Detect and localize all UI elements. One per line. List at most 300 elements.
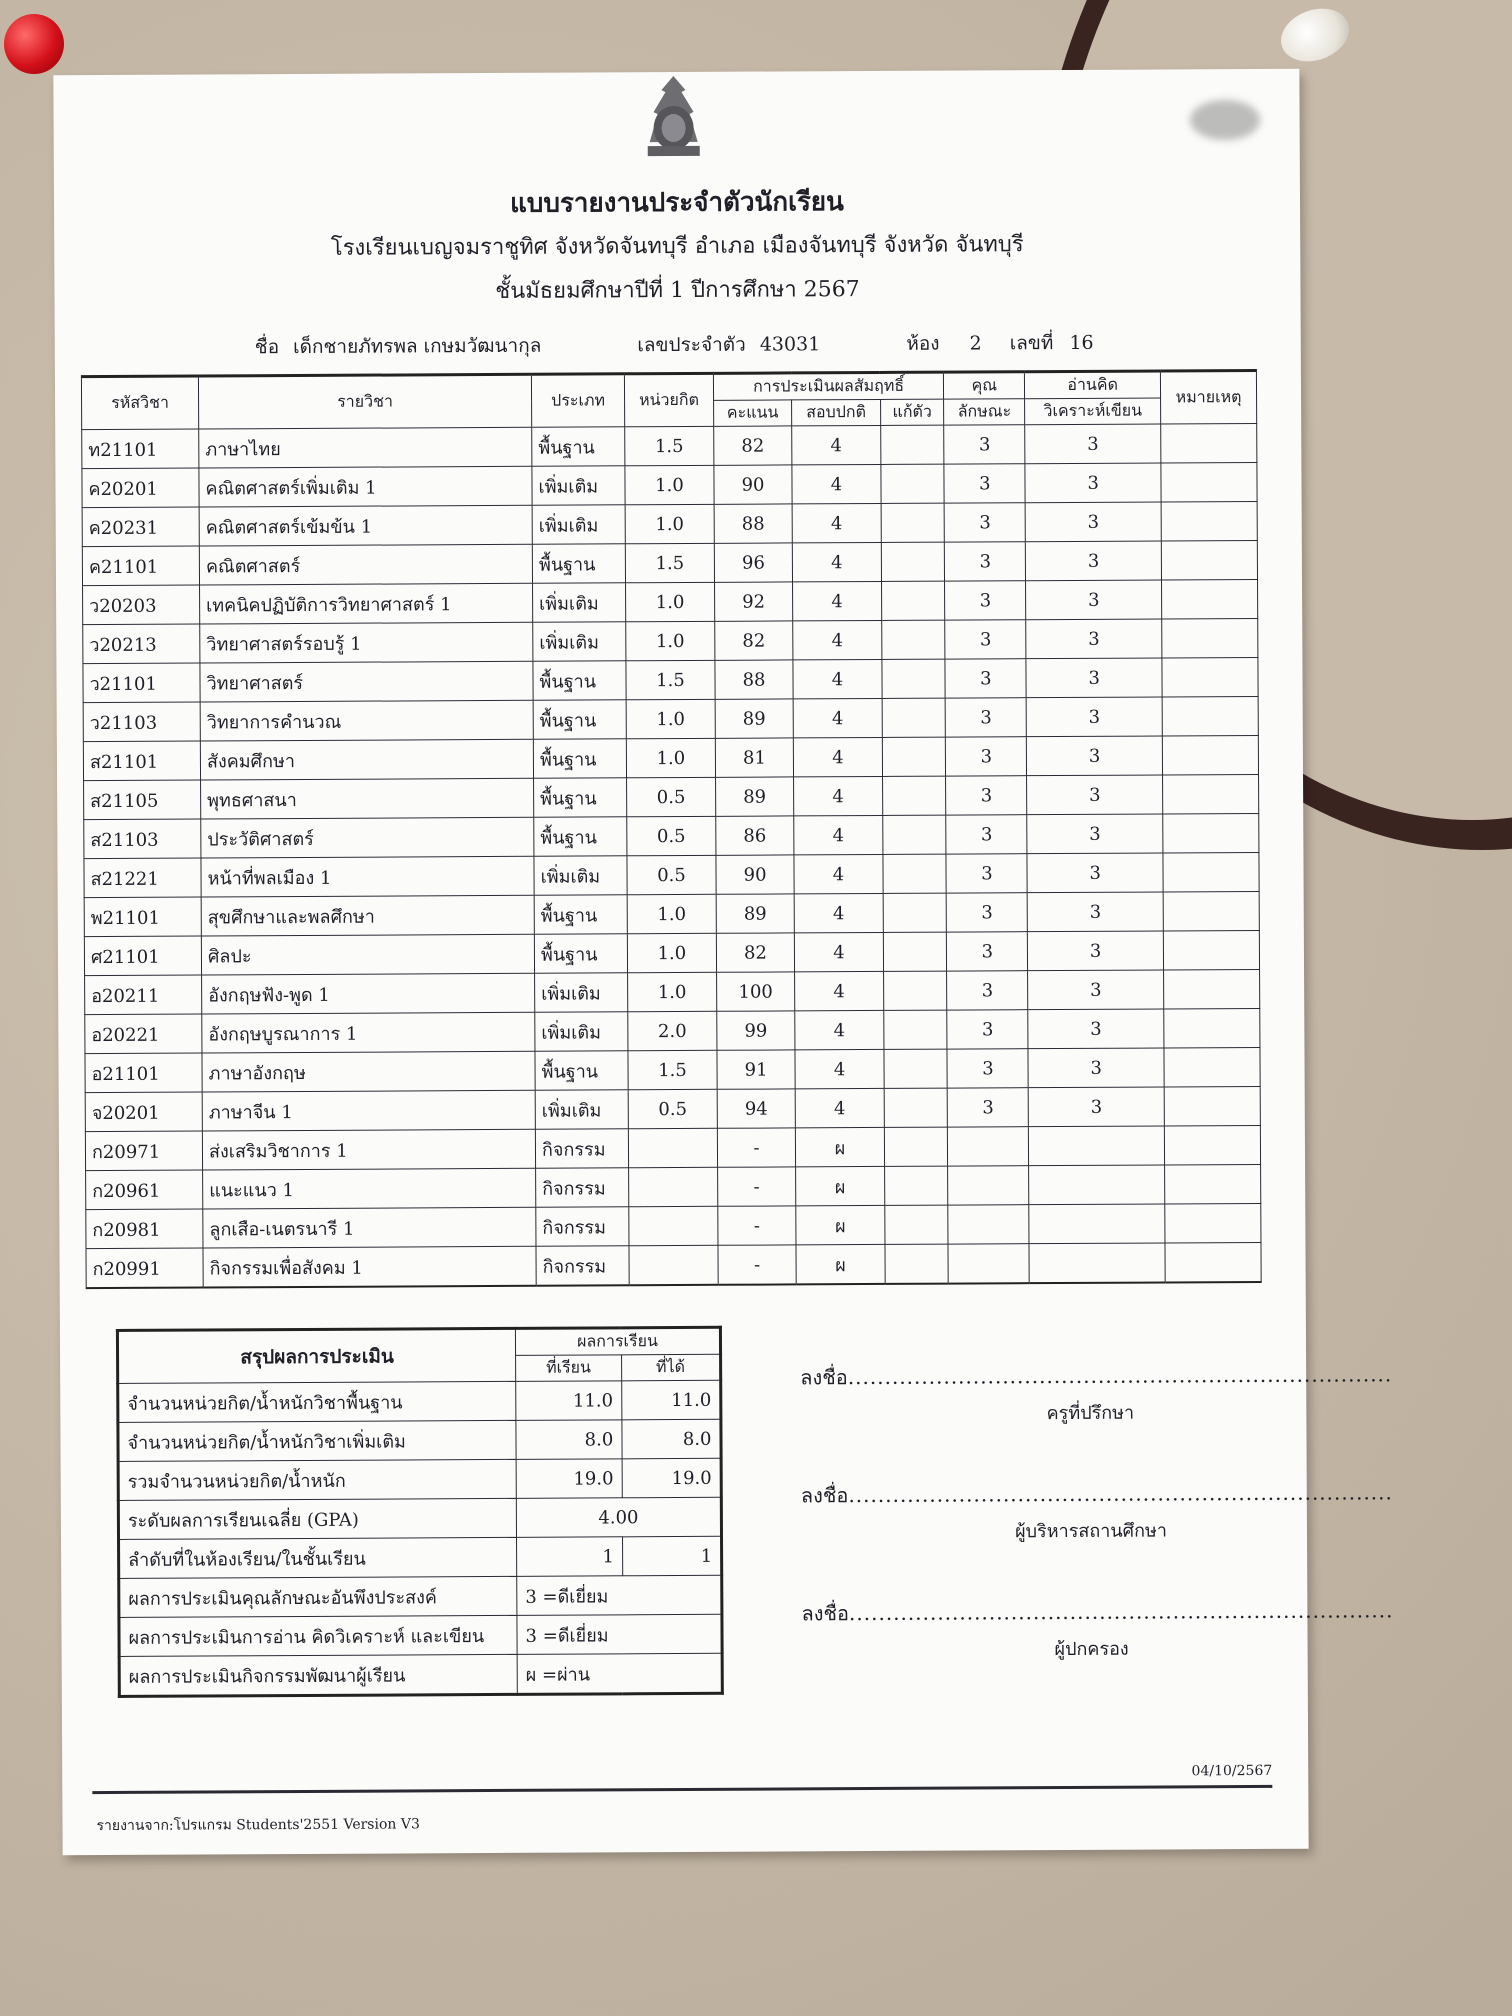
character-label: ผลการประเมินคุณลักษณะอันพึงประสงค์ [119,1576,517,1617]
cell-character: 3 [946,698,1027,737]
cell-credit: 1.0 [626,582,715,621]
summary-studied: 19.0 [516,1459,622,1499]
header-character-2: ลักษณะ [944,399,1025,425]
cell-code: ว21101 [83,663,200,703]
header-reading-2: วิเคราะห์เขียน [1025,398,1161,425]
cell-character: 3 [947,971,1028,1010]
cell-retake [881,581,945,620]
cell-character: 3 [946,854,1027,893]
sign-dots: .......................................................................... [848,1598,1394,1626]
cell-reading: 3 [1026,580,1162,620]
cell-grade: 4 [793,581,882,620]
cell-type: พื้นฐาน [533,700,626,739]
summary-studied: 11.0 [516,1381,622,1421]
cell-score: 90 [714,465,793,504]
cell-score: 92 [714,582,793,621]
cell-remark [1162,618,1258,658]
room-value: 2 [969,332,982,355]
cell-subject: ภาษาอังกฤษ [202,1051,535,1092]
table-row [84,774,1259,819]
cell-credit: 1.0 [625,465,714,504]
cell-grade: ผ [796,1127,885,1166]
cell-subject: ประวัติศาสตร์ [201,817,534,858]
table-row [85,1047,1260,1092]
cell-code: อ20221 [85,1014,202,1054]
table-row [85,1086,1260,1131]
cell-score: 89 [715,699,794,738]
cell-score: - [717,1128,796,1167]
sign-label: ลงชื่อ [800,1483,849,1508]
table-row [84,891,1259,936]
cell-reading [1029,1126,1165,1166]
cell-subject: ศิลปะ [201,934,534,975]
cell-reading [1029,1165,1165,1205]
cell-code: ว21103 [83,702,200,742]
cell-remark [1161,423,1257,463]
cell-score: 88 [714,504,793,543]
header-grade: สอบปกติ [792,399,881,425]
cell-score: 86 [716,816,795,855]
summary-earned: 11.0 [621,1380,720,1420]
cell-credit: 1.5 [625,426,714,465]
id-label: เลขประจำตัว [637,333,746,357]
grades-table [81,369,1262,1289]
cell-reading: 3 [1027,853,1163,893]
number-label: เลขที่ [1009,332,1054,355]
cell-reading: 3 [1028,1009,1164,1049]
cell-subject: คณิตศาสตร์เพิ่มเติม 1 [199,466,532,507]
cell-character: 3 [945,542,1026,581]
cell-character: 3 [946,776,1027,815]
cell-code: จ20201 [85,1092,202,1132]
cell-type: พื้นฐาน [532,544,625,583]
cell-credit: 0.5 [627,816,716,855]
cell-credit: 0.5 [627,777,716,816]
cell-type: เพิ่มเติม [533,622,626,661]
cell-retake [884,1088,948,1127]
cell-remark [1163,852,1259,892]
table-row [85,969,1260,1014]
header-type: ประเภท [531,374,624,427]
cell-grade: 4 [792,425,881,464]
table-row [82,462,1257,507]
table-row [86,1164,1261,1209]
cell-character [948,1127,1029,1166]
cell-code: ก20971 [85,1131,202,1171]
cell-grade: 4 [792,503,881,542]
cell-remark [1163,813,1259,853]
signature-parent [801,1595,1394,1664]
cell-code: ก20961 [86,1170,203,1210]
cell-retake [883,971,947,1010]
cell-remark [1165,1164,1261,1204]
cell-code: ท21101 [82,429,199,469]
cell-score: - [718,1206,797,1245]
cell-subject: แนะแนว 1 [203,1168,536,1209]
cell-code: ค20231 [82,507,199,547]
cell-reading: 3 [1028,1087,1164,1127]
cell-retake [884,1049,948,1088]
cell-type: เพิ่มเติม [532,505,625,544]
cell-retake [881,503,945,542]
cell-score: 94 [717,1089,796,1128]
cell-character: 3 [946,737,1027,776]
cell-grade: 4 [794,776,883,815]
cell-type: พื้นฐาน [533,739,626,778]
cell-subject: สุขศึกษาและพลศึกษา [201,895,534,936]
cell-credit: 1.0 [627,933,716,972]
header-score: คะแนน [713,400,792,426]
cell-score: 89 [716,894,795,933]
cell-grade: 4 [793,620,882,659]
cell-retake [880,425,944,464]
cell-reading: 3 [1027,775,1163,815]
cell-code: ส21105 [84,780,201,820]
cell-score: 100 [716,972,795,1011]
cell-code: อ21101 [85,1053,202,1093]
footer-date: 04/10/2567 [1191,1762,1273,1780]
cell-subject: คณิตศาสตร์ [199,544,532,585]
student-info [255,328,1094,362]
cell-character: 3 [944,425,1025,464]
summary-gpa-row [118,1497,721,1539]
header-retake: แก้ตัว [880,399,944,425]
header-code: รหัสวิชา [81,376,198,430]
cell-credit [629,1167,718,1206]
summary-result-header: ผลการเรียน [515,1327,720,1355]
summary-label: จำนวนหน่วยกิต/น้ำหนักวิชาเพิ่มเติม [118,1420,516,1461]
room-label: ห้อง [906,332,940,355]
cell-credit: 0.5 [628,1089,717,1128]
cell-subject: สังคมศึกษา [200,739,533,780]
cell-credit [629,1245,718,1285]
cell-grade: 4 [793,659,882,698]
school-emblem-icon [633,72,713,164]
cell-subject: วิทยาศาสตร์รอบรู้ 1 [200,622,533,663]
cell-subject: คณิตศาสตร์เข้มข้น 1 [199,505,532,546]
cell-retake [881,620,945,659]
header-character-1: คุณ [944,372,1025,399]
table-row [82,540,1257,585]
cell-type: เพิ่มเติม [535,1090,628,1129]
cell-retake [883,854,947,893]
cell-type: พื้นฐาน [535,1051,628,1090]
cell-code: ก20991 [86,1248,203,1288]
cell-remark [1163,891,1259,931]
cell-remark [1162,735,1258,775]
cell-credit: 1.0 [625,504,714,543]
cell-type: กิจกรรม [535,1129,628,1168]
cell-reading: 3 [1027,736,1163,776]
cell-grade: 4 [795,932,884,971]
summary-title: สรุปผลการประเมิน [117,1328,515,1383]
cell-credit: 1.5 [628,1050,717,1089]
cell-credit: 1.5 [625,543,714,582]
summary-earned: 8.0 [622,1419,721,1459]
cell-reading: 3 [1026,619,1162,659]
cell-retake [883,1010,947,1049]
cell-character [948,1166,1029,1205]
cell-reading: 3 [1026,697,1162,737]
cell-remark [1162,579,1258,619]
cell-credit [628,1128,717,1167]
summary-col-earned: ที่ได้ [621,1354,720,1381]
cell-type: พื้นฐาน [534,778,627,817]
cell-character: 3 [947,893,1028,932]
cell-remark [1163,930,1259,970]
cell-score: 82 [715,621,794,660]
cell-grade: 4 [795,971,884,1010]
cell-code: อ20211 [85,975,202,1015]
cell-retake [882,659,946,698]
cell-retake [885,1244,949,1284]
cell-character: 3 [947,1049,1028,1088]
cell-score: 89 [715,777,794,816]
cell-grade: 4 [793,542,882,581]
cell-grade: 4 [795,1049,884,1088]
cell-subject: วิทยาศาสตร์ [200,661,533,702]
cell-type: กิจกรรม [536,1207,629,1246]
cell-credit: 1.0 [628,972,717,1011]
cell-code: ส21101 [83,741,200,781]
sign-dots: .......................................................................... [847,1362,1393,1390]
table-row [85,1125,1260,1170]
cell-retake [881,464,945,503]
cell-remark [1164,1125,1260,1165]
rank-room: 1 [517,1537,623,1577]
student-id: 43031 [759,333,821,356]
cell-grade: 4 [795,1088,884,1127]
cell-type: พื้นฐาน [533,661,626,700]
table-row [83,657,1258,702]
cell-type: พื้นฐาน [532,427,625,466]
gpa-value: 4.00 [516,1497,721,1537]
cell-score: 99 [717,1011,796,1050]
table-row [83,618,1258,663]
cell-retake [884,1166,948,1205]
header-remark: หมายเหตุ [1160,370,1256,424]
report-title: แบบรายงานประจำตัวนักเรียน [510,187,844,219]
cell-score: 88 [715,660,794,699]
cell-score: 91 [717,1050,796,1089]
cell-subject: อังกฤษฟัง-พูด 1 [202,973,535,1014]
cell-reading: 3 [1026,658,1162,698]
header-achievement: การประเมินผลสัมฤทธิ์ [713,372,944,400]
student-name: เด็กชายภัทรพล เกษมวัฒนากุล [293,334,542,359]
cell-reading: 3 [1025,502,1161,542]
cell-subject: หน้าที่พลเมือง 1 [201,856,534,897]
cell-credit: 1.0 [626,621,715,660]
number-value: 16 [1069,331,1094,354]
signature-director [800,1477,1393,1546]
cell-retake [883,932,947,971]
cell-character [948,1244,1029,1284]
cell-character: 3 [948,1088,1029,1127]
cell-type: เพิ่มเติม [532,466,625,505]
sign-label: ลงชื่อ [801,1601,850,1626]
cell-code: ส21103 [84,819,201,859]
rank-label: ลำดับที่ในห้องเรียน/ในชั้นเรียน [119,1537,517,1578]
cell-type: เพิ่มเติม [535,1012,628,1051]
cell-code: ก20981 [86,1209,203,1249]
cell-reading [1029,1204,1165,1244]
cell-code: ว20213 [83,624,200,664]
summary-label: รวมจำนวนหน่วยกิต/น้ำหนัก [118,1459,516,1500]
cell-credit: 2.0 [628,1011,717,1050]
activity-value: ผ =ผ่าน [517,1653,722,1694]
cell-subject: อังกฤษบูรณาการ 1 [202,1012,535,1053]
cell-type: เพิ่มเติม [534,856,627,895]
cell-score: - [718,1245,797,1285]
cell-subject: พุทธศาสนา [201,778,534,819]
summary-reading-row [119,1614,722,1656]
cell-subject: ลูกเสือ-เนตรนารี 1 [203,1207,536,1248]
cell-code: ค21101 [82,546,199,586]
cell-credit: 1.0 [626,699,715,738]
summary-row [118,1419,721,1461]
cell-subject: ภาษาจีน 1 [202,1090,535,1131]
cell-subject: ภาษาไทย [199,427,532,468]
table-row [82,423,1257,468]
table-row [84,930,1259,975]
cell-grade: 4 [794,815,883,854]
table-row [84,852,1259,897]
cell-type: พื้นฐาน [534,895,627,934]
cell-score: 82 [716,933,795,972]
cell-remark [1161,540,1257,580]
table-row [84,813,1259,858]
cell-character: 3 [947,1010,1028,1049]
cell-type: พื้นฐาน [534,817,627,856]
summary-activity-row [119,1653,722,1696]
cell-character: 3 [945,659,1026,698]
cell-retake [884,1205,948,1244]
header-reading-1: อ่านคิด [1025,371,1161,399]
advisor-role: ครูที่ปรึกษา [1046,1402,1135,1425]
cell-subject: วิทยาการคำนวณ [200,700,533,741]
red-pushpin-icon [4,14,64,74]
signature-advisor [800,1359,1393,1428]
cell-remark [1161,462,1257,502]
cell-reading: 3 [1027,892,1163,932]
director-role: ผู้บริหารสถานศึกษา [1014,1520,1167,1543]
cell-subject: กิจกรรมเพื่อสังคม 1 [203,1246,536,1287]
table-row [86,1242,1261,1288]
grade-rows [82,423,1261,1288]
footer-source: รายงานจาก:โปรแกรม Students'2551 Version V3 [96,1816,420,1835]
summary-earned: 19.0 [622,1458,721,1498]
cell-character: 3 [944,464,1025,503]
cell-retake [883,893,947,932]
cell-reading [1029,1243,1165,1283]
cell-score: 82 [713,426,792,465]
cell-retake [881,542,945,581]
cell-type: กิจกรรม [536,1168,629,1207]
report-card-paper [53,69,1394,1855]
cell-remark [1164,1008,1260,1048]
cell-grade: ผ [796,1244,885,1284]
cell-grade: 4 [793,698,882,737]
cell-remark [1163,774,1259,814]
cell-reading: 3 [1027,814,1163,854]
cell-retake [882,698,946,737]
cell-type: เพิ่มเติม [535,973,628,1012]
cell-type: เพิ่มเติม [533,583,626,622]
cell-grade: ผ [796,1205,885,1244]
cell-remark [1165,1203,1261,1243]
cell-credit: 0.5 [627,855,716,894]
cell-grade: 4 [794,854,883,893]
cell-reading: 3 [1025,463,1161,503]
table-row [83,696,1258,741]
cell-character: 3 [945,581,1026,620]
cell-retake [882,815,946,854]
sign-dots: .......................................................................... [848,1480,1393,1508]
cell-code: ค20201 [82,468,199,508]
cell-remark [1161,501,1257,541]
cell-type: พื้นฐาน [534,934,627,973]
cell-credit [629,1206,718,1245]
summary-col-studied: ที่เรียน [516,1355,622,1382]
level-line: ชั้นมัธยมศึกษาปีที่ 1 ปีการศึกษา 2567 [495,277,860,304]
cell-retake [882,737,946,776]
table-row [83,579,1258,624]
table-row [85,1008,1260,1053]
cell-grade: 4 [792,464,881,503]
cell-remark [1162,657,1258,697]
footer-rule [92,1785,1272,1794]
sign-label: ลงชื่อ [800,1365,848,1390]
cell-remark [1165,1242,1261,1282]
cell-score: - [717,1167,796,1206]
cell-subject: ส่งเสริมวิชาการ 1 [202,1129,535,1170]
cell-remark [1162,696,1258,736]
cell-remark [1164,969,1260,1009]
cell-grade: 4 [794,893,883,932]
cell-reading: 3 [1028,970,1164,1010]
cell-type: กิจกรรม [536,1246,629,1286]
name-label: ชื่อ [254,336,280,359]
cell-credit: 1.0 [626,738,715,777]
cell-remark [1164,1047,1260,1087]
parent-role: ผู้ปกครอง [1054,1638,1129,1661]
summary-table [116,1326,724,1698]
cell-retake [884,1127,948,1166]
header-subject: รายวิชา [198,374,531,429]
table-row [86,1203,1261,1248]
cell-grade: 4 [795,1010,884,1049]
cell-credit: 1.5 [626,660,715,699]
summary-rank-row [119,1536,722,1578]
summary-row [118,1458,721,1500]
cell-code: ศ21101 [84,936,201,976]
cell-code: ว20203 [83,585,200,625]
cell-character: 3 [946,815,1027,854]
table-row [83,735,1258,780]
table-row [82,501,1257,546]
cell-remark [1164,1086,1260,1126]
cell-score: 90 [716,855,795,894]
cell-code: ส21221 [84,858,201,898]
cell-reading: 3 [1026,541,1162,581]
gpa-label: ระดับผลการเรียนเฉลี่ย (GPA) [118,1498,516,1539]
cell-subject: เทคนิคปฏิบัติการวิทยาศาสตร์ 1 [200,583,533,624]
cell-grade: ผ [796,1166,885,1205]
rank-class: 1 [622,1536,721,1576]
pin-shadow [1190,100,1260,140]
cell-score: 96 [714,543,793,582]
cell-reading: 3 [1028,1048,1164,1088]
